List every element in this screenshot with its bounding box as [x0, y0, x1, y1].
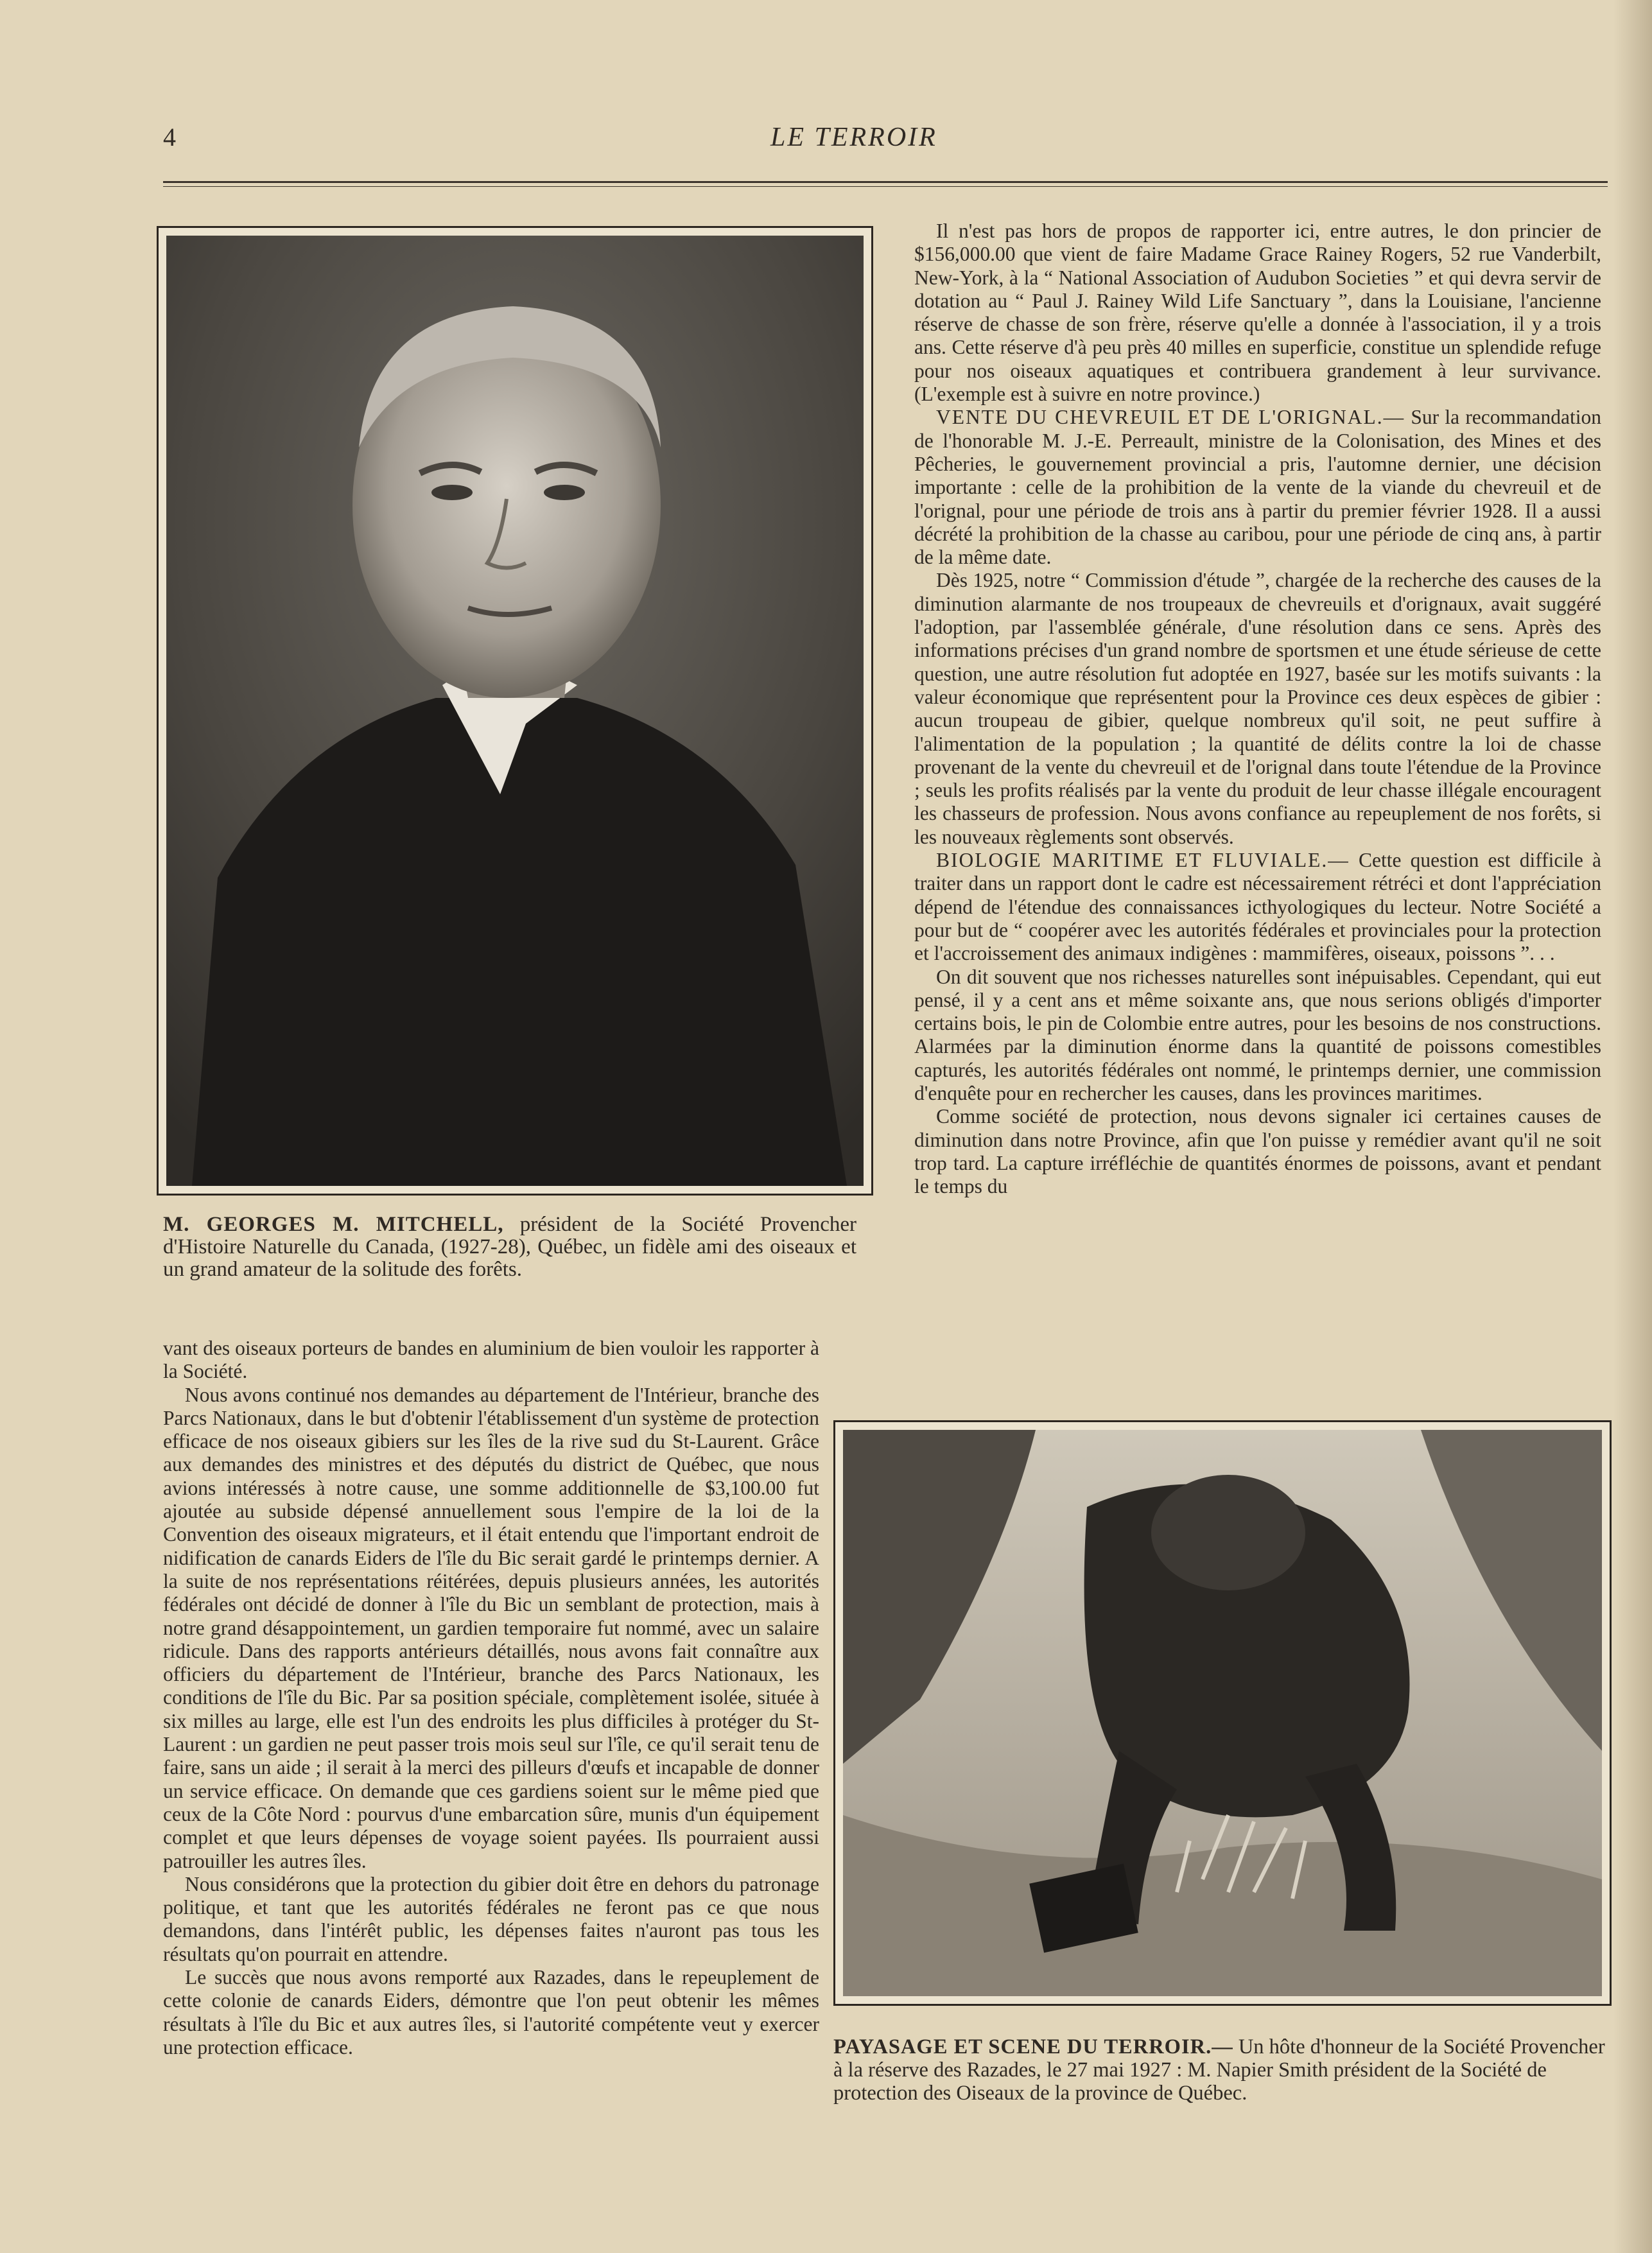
- page-number: 4: [163, 123, 176, 152]
- paragraph-text: Cette question est difficile à traiter dans un rapport dont le cadre est nécessairement rétréci et dont l'appréciation dépend de l'étendue des connaissances icthyologiques du lecteur. Notre Société a pour but de “ coopérer avec les autorités fédérales et provinciales pour la protection et l'accroissement des animaux indigènes : mammifères, oiseaux, poissons ”. . .: [914, 849, 1601, 965]
- journal-title: LE TERROIR: [770, 123, 937, 152]
- portrait-image: [166, 236, 864, 1186]
- scene-caption: [833, 2035, 1612, 2105]
- scene-image: [843, 1430, 1602, 1996]
- paragraph-text: Sur la recommandation de l'honorable M. J.-E. Perreault, ministre de la Colonisation, des Mines et des Pêcheries, le gouvernement provincial a pris, l'automne dernier, une décision importante : celle de la prohibition de la vente de la viande du chevreuil et de l'orignal, pour une période de trois ans à partir du premier février 1928. Il a aussi décrété la prohibition de la chasse au caribou, pour une période de cinq ans, à partir de la même date.: [914, 406, 1601, 569]
- scene-photo-frame: [833, 1420, 1612, 2006]
- header-rule: [163, 181, 1608, 183]
- paragraph: Il n'est pas hors de propos de rapporter ici, entre autres, le don princier de $156,000.00 que vient de faire Madame Grace Rainey Rogers, 52 rue Vanderbilt, New-York, à la “ National Association of Audubon Societies ” et qui devra servir de dotation au “ Paul J. Rainey Wild Life Sanctuary ”, dans la Louisiane, l'ancienne réserve de chasse de son frère, réserve qu'elle a donnée à l'association, il y a trois ans. Cette réserve d'à peu près 40 milles en superficie, constitue un splendide refuge pour nos oiseaux aquatiques et contribuera grandement à leur survivance. (L'exemple est à suivre en notre province.): [914, 220, 1601, 406]
- scene-photo: [843, 1430, 1602, 1996]
- paragraph: Le succès que nous avons remporté aux Razades, dans le repeuplement de cette colonie de canards Eiders, démontre que l'on peut obtenir les mêmes résultats à l'île du Bic et aux autres îles, si l'autorité compétente veut y exercer une protection efficace.: [163, 1966, 819, 2058]
- paragraph: Nous considérons que la protection du gibier doit être en dehors du patronage politique, et tant que les autorités fédérales ne feront pas ce que nous demandons, dans l'intérêt public, les dépenses faites n'auront pas tous les résultats qu'on pourrait en attendre.: [163, 1872, 819, 1965]
- portrait-photo: [166, 236, 864, 1186]
- header-rule-thin: [163, 186, 1608, 187]
- section-heading: BIOLOGIE MARITIME ET FLUVIALE.—: [936, 849, 1350, 872]
- section-paragraph: [914, 406, 1601, 569]
- portrait-caption-name: M. GEORGES M. MITCHELL,: [163, 1213, 504, 1236]
- section-heading: VENTE DU CHEVREUIL ET DE L'ORIGNAL.—: [936, 406, 1405, 429]
- left-column: [163, 1337, 819, 2059]
- scene-caption-title: PAYASAGE ET SCENE DU TERROIR.—: [833, 2035, 1233, 2058]
- right-column: [914, 220, 1601, 1198]
- paragraph: Comme société de protection, nous devons signaler ici certaines causes de diminution dans notre Province, afin que l'on puisse y remédier avant qu'il ne soit trop tard. La capture irréfléchie de quantités énormes de poissons, avant et pendant le temps du: [914, 1105, 1601, 1198]
- paragraph: vant des oiseaux porteurs de bandes en aluminium de bien vouloir les rapporter à la Société.: [163, 1337, 819, 1383]
- portrait-caption-text: président de la Société Provencher d'Histoire Naturelle du Canada, (1927-28), Québec, un fidèle ami des oiseaux et un grand amateur de la solitude des forêts.: [163, 1213, 856, 1281]
- paragraph: On dit souvent que nos richesses naturelles sont inépuisables. Cependant, qui eut pensé, il y a cent ans et même soixante ans, que nous serions obligés d'importer certains bois, le pin de Colombie entre autres, pour les besoins de nos constructions. Alarmées par la diminution énorme dans la quantité de poissons comestibles capturés, les autorités fédérales ont nommé, le printemps dernier, une commission d'enquête pour en rechercher les causes, dans les provinces maritimes.: [914, 965, 1601, 1104]
- page-edge-shadow: [1613, 0, 1652, 2253]
- portrait-photo-frame: [157, 226, 873, 1196]
- section-paragraph: [914, 849, 1601, 965]
- scene-caption-text: Un hôte d'honneur de la Société Provencher à la réserve des Razades, le 27 mai 1927 : M. Napier Smith président de la Société de protection des Oiseaux de la province de Québec.: [833, 2035, 1605, 2105]
- paragraph: Dès 1925, notre “ Commission d'étude ”, chargée de la recherche des causes de la diminution alarmante de nos troupeaux de chevreuils et d'orignaux, avait suggéré l'adoption, par l'assemblée générale, d'une résolution dans ce sens. Après des informations précises d'un grand nombre de sportsmen et une étude sérieuse de cette question, une autre résolution fut adoptée en 1927, basée sur les motifs suivants : la valeur économique que représentent pour la Province ces deux espèces de gibier : aucun troupeau de gibier, quelque nombreux qu'il soit, ne peut suffire à l'alimentation de la population ; la quantité de délits contre la loi de chasse provenant de la vente du chevreuil et de l'orignal dans toute l'étendue de la Province ; seuls les profits réalisés par la vente du produit de leur chasse illégale encouragent les chasseurs de profession. Nous avons confiance au repeuplement de nos forêts, si les nouveaux règlements sont observés.: [914, 569, 1601, 848]
- paragraph: Nous avons continué nos demandes au département de l'Intérieur, branche des Parcs Nationaux, dans le but d'obtenir l'établissement d'un système de protection efficace de nos oiseaux gibiers sur les îles de la rive sud du St-Laurent. Grâce aux demandes des ministres et des députés du district de Québec, que nous avions intéressés à notre cause, une somme additionnelle de $3,100.00 fut ajoutée au subside dépensé annuellement sous l'empire de la loi de la Convention des oiseaux migrateurs, et il était entendu que l'important endroit de nidification de canards Eiders de l'île du Bic serait gardé le printemps dernier. A la suite de nos représentations réitérées, depuis plusieurs années, les autorités fédérales ont décidé de donner à l'île du Bic un semblant de protection, mais à notre grand désappointement, un gardien temporaire fut nommé, avec un salaire ridicule. Dans des rapports antérieurs détaillés, nous avons fait connaître aux officiers du département de l'Intérieur, branche des Parcs Nationaux, les conditions de l'île du Bic. Par sa position spéciale, complètement isolée, située à six milles au large, elle est l'un des endroits les plus difficiles à protéger du St-Laurent : un gardien ne peut passer trois mois seul sur l'île, ce qu'il serait tenu de faire, sans un aide ; il serait à la merci des pilleurs d'œufs et incapable de donner un service efficace. On demande que ces gardiens soient sur le même pied que ceux de la Côte Nord : pourvus d'une embarcation sûre, munis d'un équipement complet et que leurs dépenses de voyage soient payées. Ils pourraient aussi patrouiller les autres îles.: [163, 1383, 819, 1872]
- portrait-caption: [163, 1213, 856, 1281]
